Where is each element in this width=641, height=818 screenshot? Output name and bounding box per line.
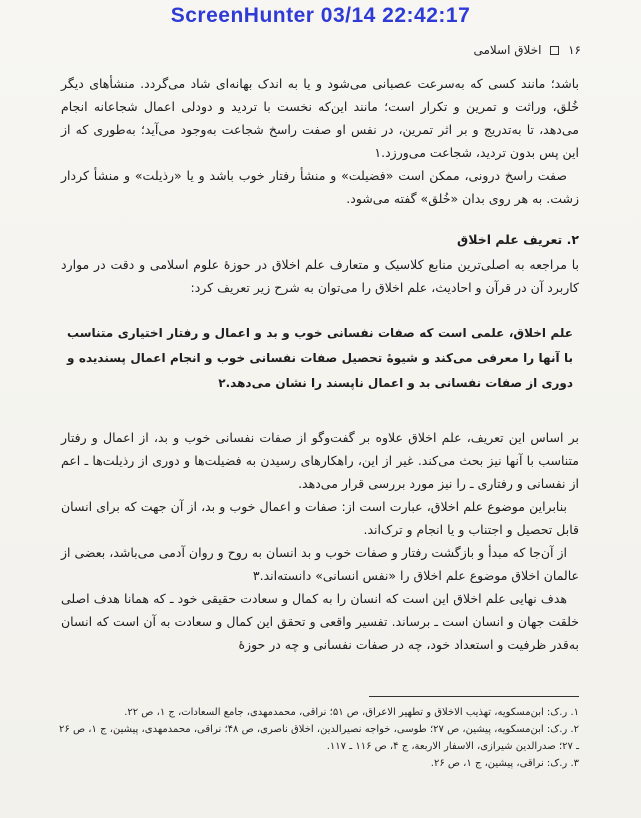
paragraph: بنابراین موضوع علم اخلاق، عبارت است از: صفات و اعمال خوب و بد، از آن جهت که برای انسان قابل تحصیل و اجتناب و یا انجام و ترک‌اند. — [61, 499, 579, 537]
page-header — [473, 43, 581, 57]
running-title: اخلاق اسلامی — [473, 43, 542, 57]
paragraph: از آن‌جا که مبدأ و بازگشت رفتار و صفات خوب و بد انسان به روح و روان آدمی می‌باشد، بعضی از عالمان اخلاق موضوع علم اخلاق را «نفس انسانی» دانسته‌اند.۳ — [61, 545, 579, 583]
section-heading: ۲. تعریف علم اخلاق — [457, 232, 579, 247]
screenhunter-watermark: ScreenHunter 03/14 22:42:17 — [170, 4, 471, 27]
footnotes — [59, 704, 579, 772]
page-number: ۱۶ — [568, 43, 581, 57]
footnote: ۳. ر.ک: نراقی، پیشین، ج ۱، ص ۲۶. — [430, 758, 579, 769]
footnote: ۱. ر.ک: ابن‌مسکویه، تهذیب الاخلاق و تطهیر الاعراق، ص ۵۱؛ نراقی، محمدمهدی، جامع السعادات، ج ۱، ص ۲۲. — [124, 707, 579, 718]
section-intro: با مراجعه به اصلی‌ترین منابع کلاسیک و متعارف علم اخلاق در حوزهٔ علوم اسلامی و دقت در موارد کاربرد آن در قرآن و احادیث، علم اخلاق را می‌توان به شرح زیر تعریف کرد: — [61, 257, 579, 295]
footnote-divider — [369, 696, 579, 697]
square-separator-icon — [550, 46, 559, 55]
paragraph: بر اساس این تعریف، علم اخلاق علاوه بر گفت‌وگو از صفات نفسانی خوب و بد، از اعمال و رفتار متناسب با آنها نیز بحث می‌کند. غیر از این، راهکارهای رسیدن به فضیلت‌ها و دوری از رذیلت‌ها ـ اعم از نفسانی و رفتاری ـ را نیز مورد بررسی قرار می‌دهد. — [61, 430, 579, 491]
footnote: ۲. ر.ک: ابن‌مسکویه، پیشین، ص ۲۷؛ طوسی، خواجه نصیرالدین، اخلاق ناصری، ص ۴۸؛ نراقی، محمدمهدی، پیشین، ج ۱، ص ۲۶ ـ ۲۷؛ صدرالدین شیرازی، الاسفار الاربعة، ج ۴، ص ۱۱۶ ـ ۱۱۷. — [59, 724, 579, 752]
body-text — [61, 72, 579, 656]
definition-quote: علم اخلاق، علمی است که صفات نفسانی خوب و بد و اعمال و رفتار اختیاری متناسب با آنها را معرفی می‌کند و شیوهٔ تحصیل صفات نفسانی خوب و انجام اعمال پسندیده و دوری از صفات نفسانی بد و اعمال ناپسند را نشان می‌دهد.۲ — [67, 326, 573, 390]
paragraph: صفت راسخ درونی، ممکن است «فضیلت» و منشأ رفتار خوب باشد و یا «رذیلت» و منشأ کردار زشت. به هر روی بدان «خُلق» گفته می‌شود. — [61, 168, 579, 206]
paragraph: باشد؛ مانند کسی که به‌سرعت عصبانی می‌شود و یا به اندک بهانه‌ای شاد می‌گردد. منشأهای دیگر خُلق، وراثت و تمرین و تکرار است؛ مانند این‌که نخست با تردید و دودلی اعمال شجاعانه انجام می‌دهد، تا به‌تدریج و بر اثر تمرین، در نفس او صفت راسخ شجاعت به‌وجود می‌آید؛ به‌طوری که از این پس بدون تردید، شجاعت می‌ورزد.۱ — [61, 76, 579, 160]
paragraph: هدف نهایی علم اخلاق این است که انسان را به کمال و سعادت حقیقی خود ـ که همانا هدف اصلی خلقت جهان و انسان است ـ برساند. تفسیر واقعی و تحقق این کمال و سعادت به آن است که انسان به‌قدر ظرفیت و استعداد خود، چه در صفات نفسانی و چه در حوزهٔ — [61, 591, 579, 652]
